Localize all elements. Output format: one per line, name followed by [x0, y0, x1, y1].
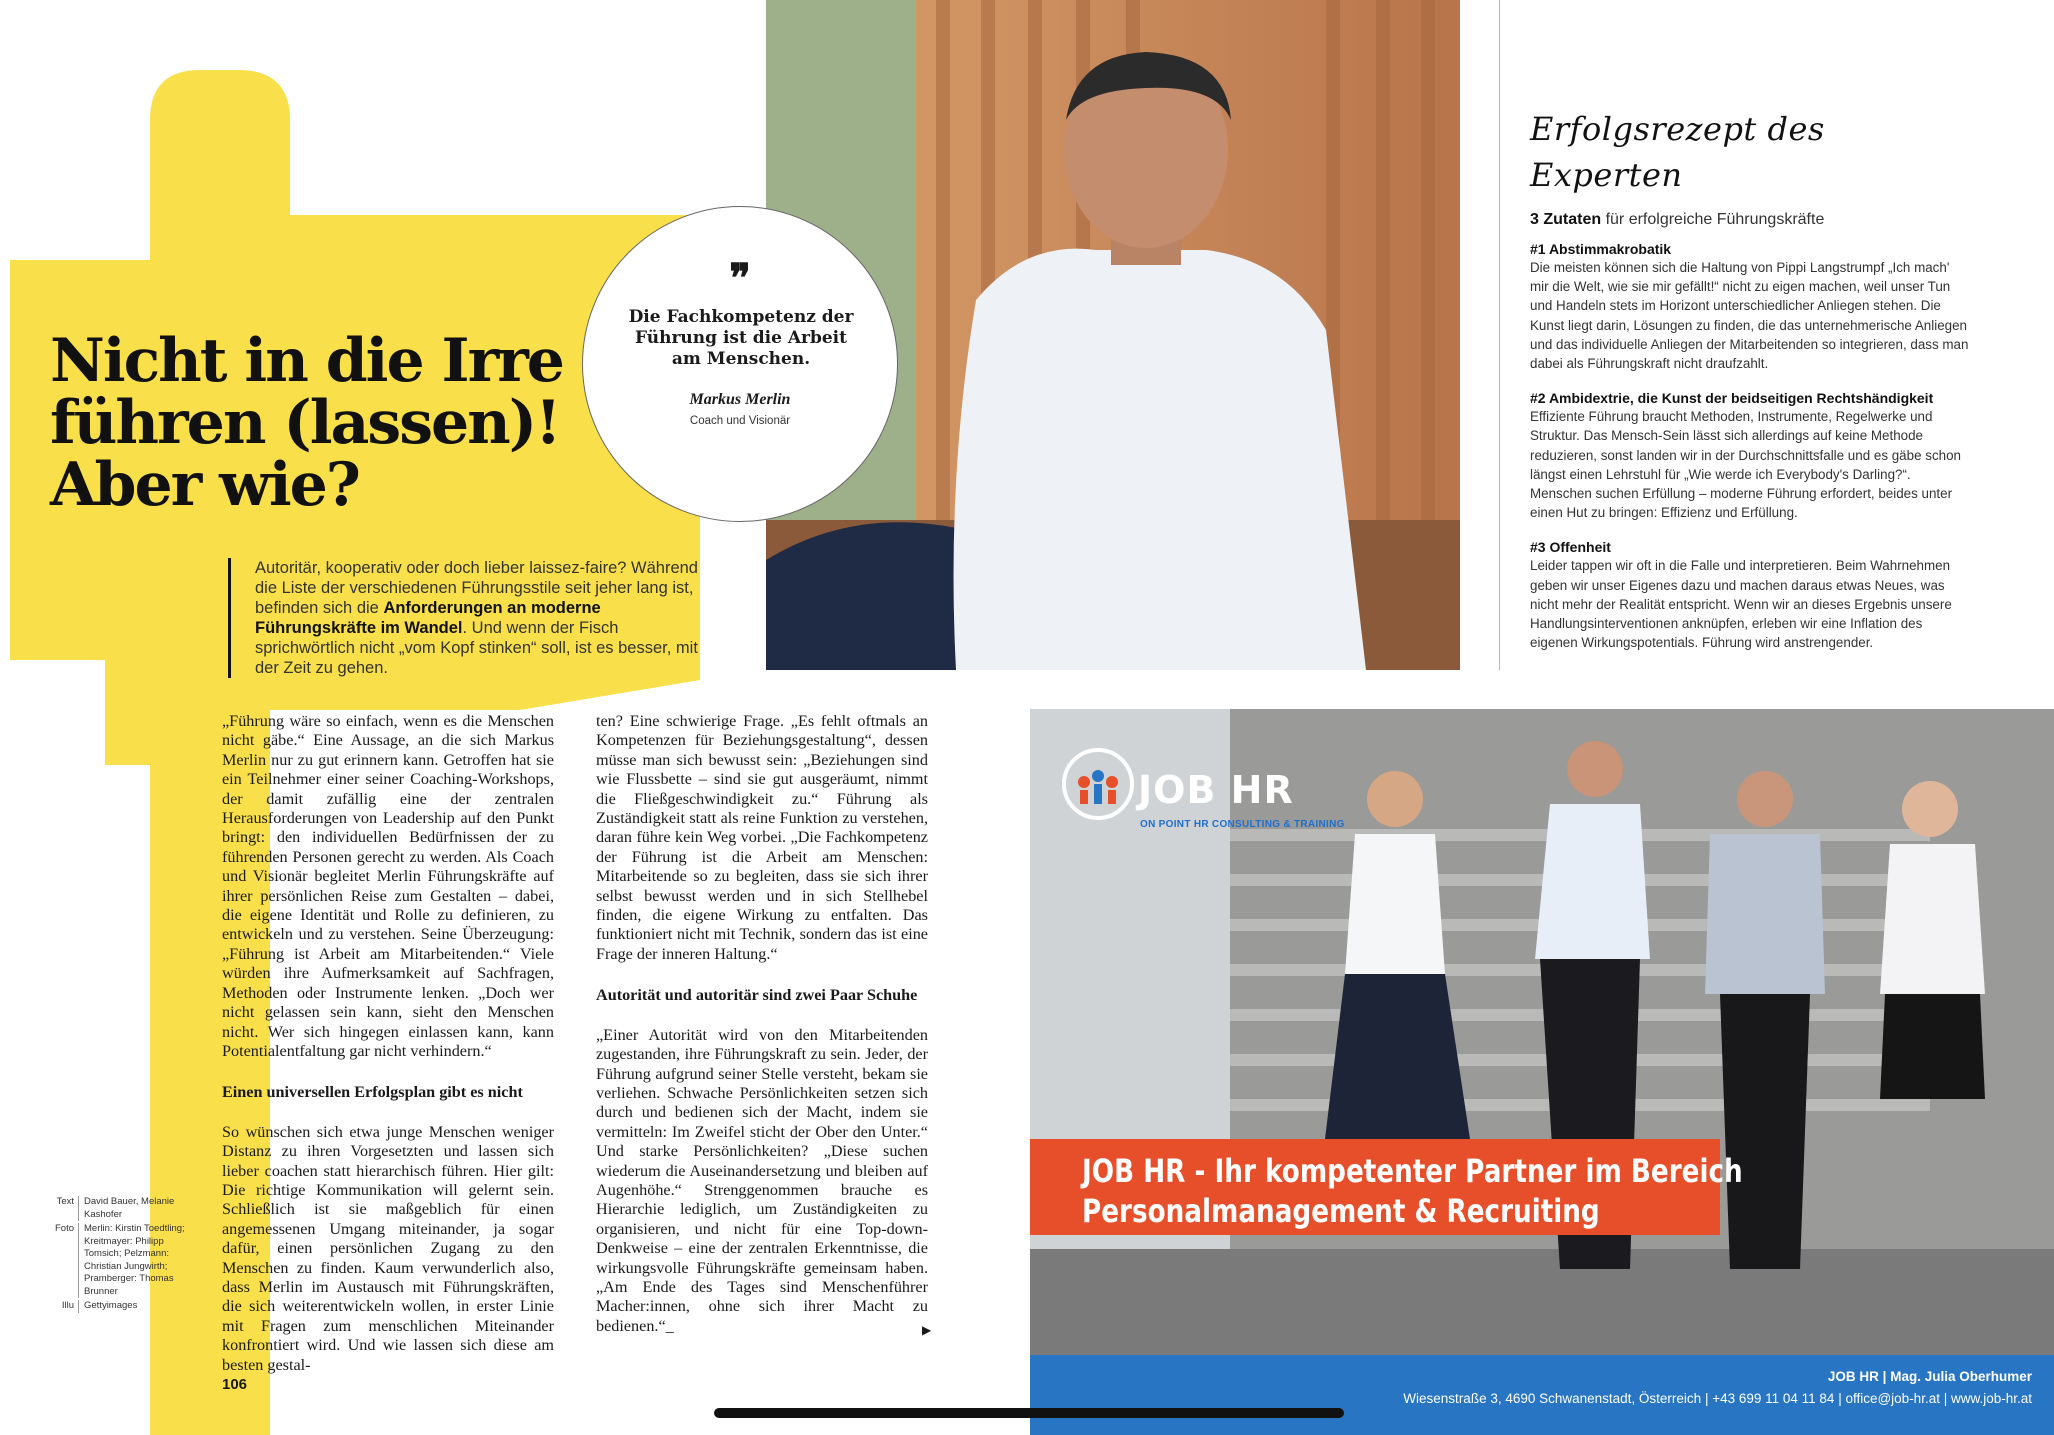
- photo-credits: [48, 1196, 188, 1315]
- ad-logo: [1058, 744, 1345, 830]
- article-headline: [50, 326, 610, 520]
- headline-line-2: führen (lassen)!: [50, 388, 560, 458]
- recipe-title: Erfolgsrezept des Experten: [1530, 110, 1825, 194]
- body-paragraph: „Einer Autorität wird von den Mitarbeitenden zugestanden, ihre Führungskraft zu sein. Jeder, der Führung aufgrund seiner Stelle versteht, bekam sie verliehen. Schwache Persönlichkeiten setzen sich durch und bedienen sich der Macht, indem sie vermitteln: Im Zweifel sticht der Ober den Unter.“ Und starke Persönlichkeiten? „Diese suchen wiederum die Auseinandersetzung und bleiben auf Augenhöhe.“ Strenggenommen brauche es Hierarchie lediglich, um Zuständigkeiten zu organisieren, und nicht für eine Top-down-Denkweise – eine der zentralen Erkenntnisse, die wirkungsvolle Führungskräfte gemeinsam haben. „Am Ende des Tages sind Menschenführer Macher:innen, ohne sich ihrer Macht zu bedienen.“_: [596, 1025, 928, 1335]
- section-heading: Autorität und autoritär sind zwei Paar Schuhe: [596, 986, 918, 1005]
- home-indicator-bar[interactable]: [714, 1408, 1344, 1418]
- page-number: 106: [222, 1376, 248, 1393]
- job-hr-advertisement[interactable]: [1030, 709, 2054, 1435]
- body-paragraph: ten? Eine schwierige Frage. „Es fehlt oftmals an Kompetenzen für Beziehungsgestaltung“, dessen müsse man sich bewusst sein: „Beziehungen sind wie Flussbette – sind sie gut ausgeräumt, nimmt die Fließgeschwindigkeit zu.“ Führung als Zuständigkeit statt als reine Funktion zu verstehen, daran führe kein Weg vorbei. „Die Fachkompetenz der Führung ist die Arbeit am Menschen: Mitarbeitende so zu begleiten, dass sie sich ihrer selbst bewusst werden und in sich Stellhebel finden, die eigene Wirkung zu entfalten. Das funktioniert nicht mit Technik, sondern das ist eine Frage der inneren Haltung.“: [596, 712, 928, 963]
- quote-text: Die Fachkompetenz der Führung ist die Arbeit am Menschen.: [628, 307, 854, 369]
- credit-value: David Bauer, Melanie Kashofer: [84, 1196, 175, 1220]
- article-lead: [228, 558, 703, 678]
- ad-contact-details[interactable]: Wiesenstraße 3, 4690 Schwanenstadt, Österreich | +43 699 11 04 11 84 | office@job-hr.at | www.job-hr.at: [1403, 1391, 2032, 1406]
- recipe-item-title: #1 Abstimmakrobatik: [1530, 241, 1672, 257]
- recipe-item-title: #2 Ambidextrie, die Kunst der beidseitigen Rechtshändigkeit: [1530, 390, 1934, 407]
- article-column-2: [596, 712, 928, 1336]
- headline-line-3: Aber wie?: [50, 450, 359, 520]
- ad-headline-line-1: JOB HR - Ihr kompetenter Partner im Bereich: [1082, 1152, 1743, 1190]
- ad-contact-footer: [1030, 1355, 2054, 1435]
- recipe-subtitle: [1530, 210, 1970, 230]
- recipe-item-text: Die meisten können sich die Haltung von Pippi Langstrumpf „Ich mach' mir die Welt, wie sie mir gefällt!“ nicht zu eigen machen, weil unser Tun und Handeln stets im Horizont unterschiedlicher Anliegen stehen. Die Kunst liegt darin, Lösungen zu finden, die das unternehmerische Anliegen und das individuelle Anliegen der Mitarbeitenden so integrieren, dass man dabei als Führungskraft nicht draufzahlt.: [1530, 260, 1969, 372]
- recipe-subtitle-text: für erfolgreiche Führungskräfte: [1601, 211, 1825, 228]
- quote-author-role: Coach und Visionär: [689, 415, 791, 427]
- body-paragraph: So wünschen sich etwa junge Menschen weniger Distanz zu ihren Vorgesetzten und lassen sich lieber coachen statt hierarchisch führen. Hier gilt: Die richtige Kommunikation will gelernt sein. Schließlich ist sie maßgeblich für einen angemessenen Umgang miteinander, ja sogar dafür, einen persönlichen Zugang zu den Menschen zu finden. Kaum verwunderlich also, dass Merlin im Austausch mit Führungskräften, die sich weiterentwickeln wollen, in erster Linie mit Fragen zum menschlichen Miteinander konfrontiert wird. Und wie lassen sich diese am besten gestal-: [222, 1122, 554, 1374]
- end-of-article-icon: ▶: [922, 1323, 932, 1337]
- recipe-item-text: Effiziente Führung braucht Methoden, Instrumente, Regelwerke und Struktur. Das Mensch-Sein lässt sich allerdings auf keine Methode reduzieren, sonst landen wir in der Durchschnittsfalle und es gäbe schon längst einen Lehrstuhl für „Wie werde ich Everybody's Darling?“. Menschen suchen Erfüllung – moderne Führung erfordert, beides unter einen Hut zu bringen: Effizienz und Erfüllung.: [1530, 409, 1961, 521]
- ad-headline: [1082, 1151, 1743, 1231]
- pull-quote: [582, 206, 898, 522]
- credit-label: Text: [48, 1196, 79, 1221]
- article-column-1: [222, 712, 554, 1375]
- quote-author: Markus Merlin: [689, 391, 791, 408]
- credit-value: Merlin: Kirstin Toedtling; Kreitmayer: Philipp Tomsich; Pelzmann: Christian Jungwirth; Pramberger: Thomas Brunner: [84, 1223, 185, 1297]
- recipe-item-title: #3 Offenheit: [1530, 539, 1611, 556]
- ad-headline-banner: [1030, 1139, 1743, 1235]
- credit-row: [48, 1300, 188, 1313]
- credit-row: [48, 1196, 188, 1221]
- lead-emphasis: Anforderungen an moderne Führungskräfte im Wandel: [255, 599, 601, 637]
- recipe-item-text: Leider tappen wir oft in die Falle und interpretieren. Beim Wahrnehmen geben wir unser Eigenes dazu und machen daraus etwas Neues, was nicht mehr der Realität entspricht. Wenn wir an dieses Ergebnis unsere Handlungsinterventionen anknüpfen, erleben wir eine Inflation des eigenen Wirkungspotentials. Führung wird anstrengender.: [1530, 558, 1952, 651]
- headline-line-1: Nicht in die Irre: [50, 326, 563, 396]
- ad-headline-line-2: Personalmanagement & Recruiting: [1082, 1192, 1600, 1230]
- ad-contact-name: JOB HR | Mag. Julia Oberhumer: [1827, 1369, 2032, 1384]
- credit-row: [48, 1223, 188, 1298]
- credit-label: Foto: [48, 1223, 79, 1298]
- section-heading: Einen universellen Erfolgsplan gibt es nicht: [222, 1083, 523, 1102]
- recipe-subtitle-bold: 3 Zutaten: [1530, 211, 1602, 228]
- credit-value: Gettyimages: [84, 1300, 138, 1311]
- body-paragraph: „Führung wäre so einfach, wenn es die Menschen nicht gäbe.“ Eine Aussage, an die sich Markus Merlin nur zu gut erinnern kann. Getroffen hat sie ein Teilnehmer einer seiner Coaching-Workshops, der damit zufällig eine der zentralen Herausforderungen von Leadership auf den Punkt bringt: den individuellen Bedürfnissen der zu führenden Personen gerecht zu werden. Als Coach und Visionär begleitet Merlin Führungskräfte auf ihrer persönlichen Reise zum Gestalten – dabei, die eigene Identität und Rolle zu definieren, zu entwickeln und zu verstehen. Seine Überzeugung: „Führung ist Arbeit am Mitarbeitenden.“ Viele würden ihre Aufmerksamkeit auf Sachfragen, Methoden oder Instrumente lenken. „Doch wer nicht gelassen sein kann, sieht den Menschen nicht. Wer sich hingegen einlassen kann, kann Potentialentfaltung gar nicht verhindern.“: [222, 712, 554, 1060]
- job-hr-logo-icon: [1058, 744, 1138, 824]
- credit-label: Illu: [48, 1300, 79, 1313]
- ad-logo-tagline: ON POINT HR CONSULTING & TRAINING: [1140, 819, 1345, 830]
- lead-text: Autoritär, kooperativ oder doch lieber laissez-faire? Während die Liste der verschiedenen Führungsstile seit jeher lang ist, befinden sich die: [255, 559, 698, 617]
- expert-recipe-box: [1530, 106, 1970, 668]
- lead-text-end: . Und wenn der Fisch sprichwörtlich nicht „vom Kopf stinken“ soll, ist es besser, mit der Zeit zu gehen.: [255, 619, 698, 677]
- column-divider: [1499, 0, 1500, 670]
- ad-logo-text: JOB HR: [1138, 768, 1294, 812]
- quote-mark-icon: ❞: [729, 255, 751, 302]
